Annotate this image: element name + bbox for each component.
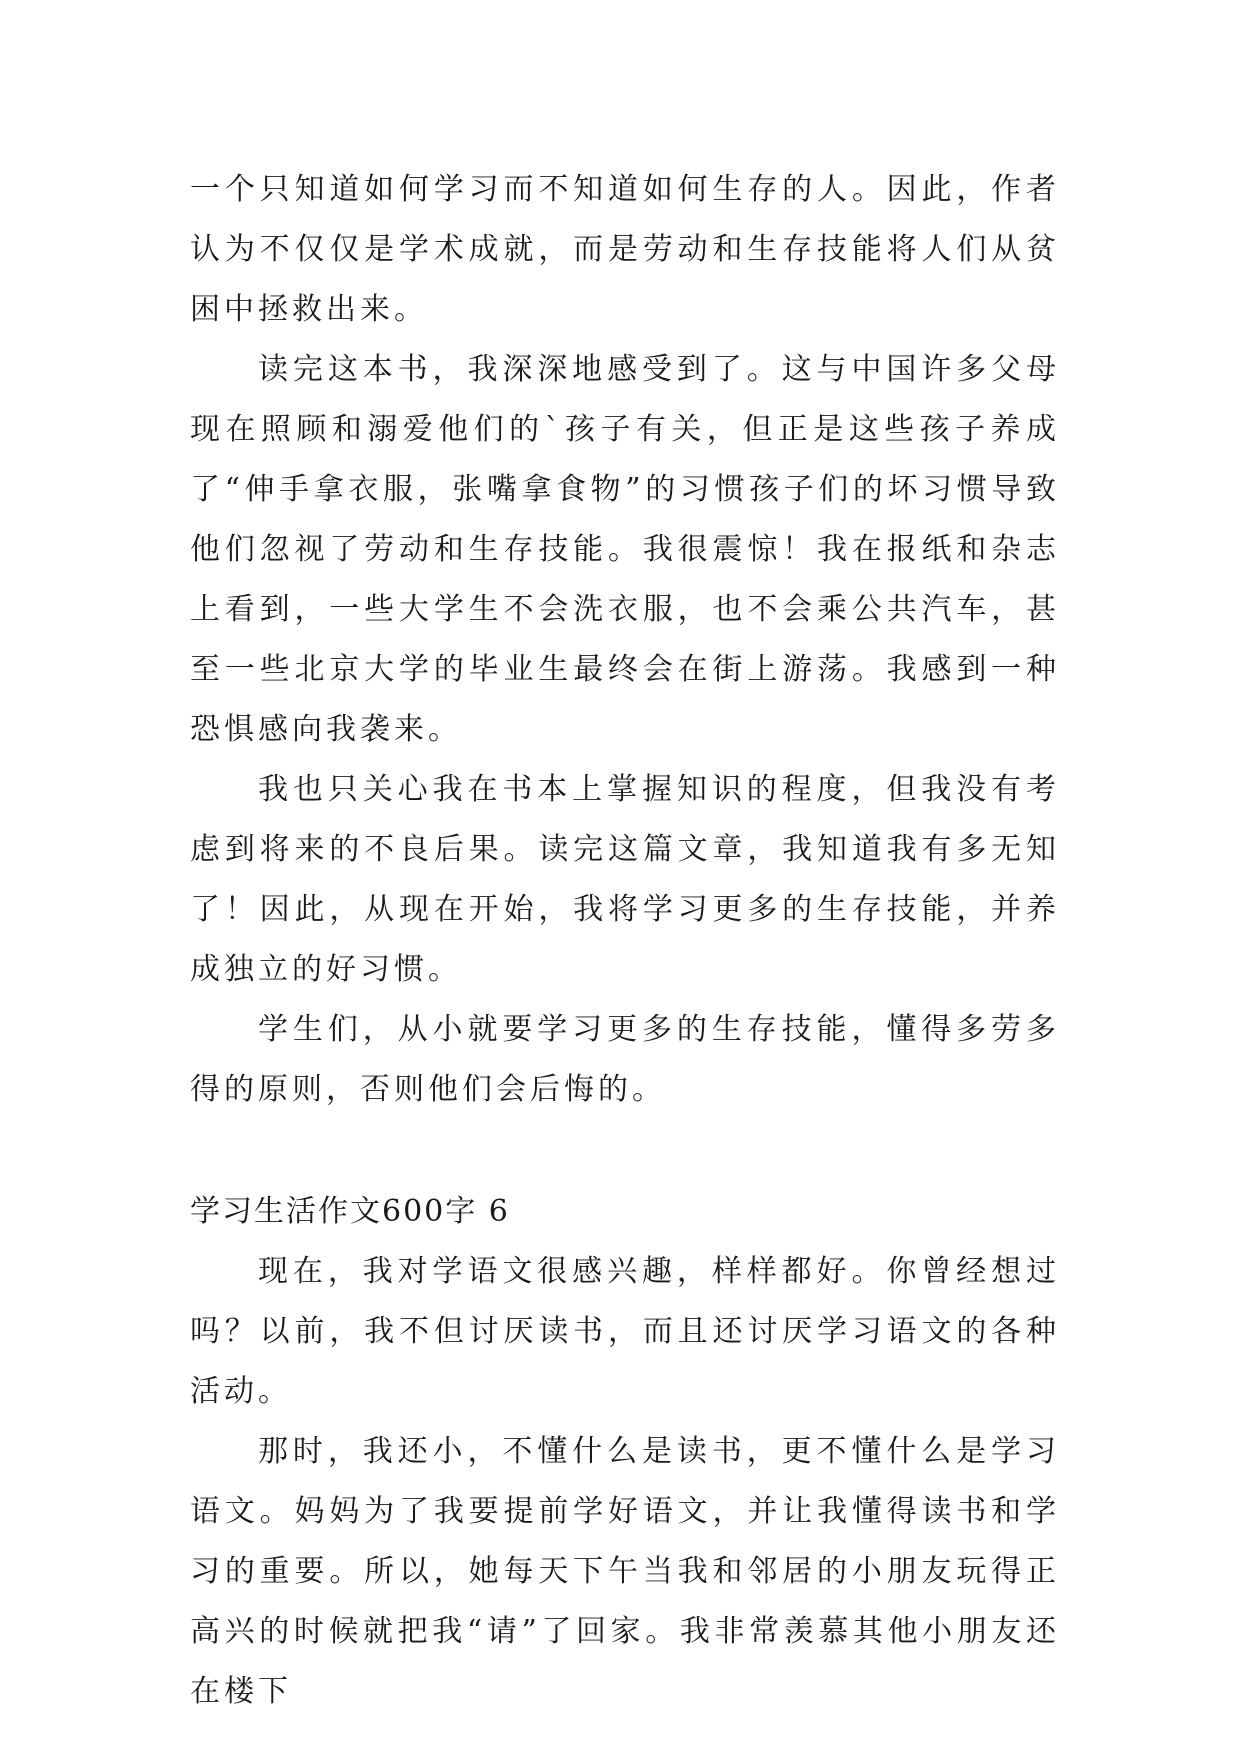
paragraph-1: 一个只知道如何学习而不知道如何生存的人。因此，作者认为不仅仅是学术成就，而是劳动和生存技能将人们从贫困中拯救出来。 <box>190 172 1060 327</box>
paragraph-3: 我也只关心我在书本上掌握知识的程度，但我没有考虑到将来的不良后果。读完这篇文章，我知道我有多无知了！因此，从现在开始，我将学习更多的生存技能，并养成独立的好习惯。 <box>190 772 1060 987</box>
paragraph-6: 那时，我还小，不懂什么是读书，更不懂什么是学习语文。妈妈为了我要提前学好语文，并让我懂得读书和学习的重要。所以，她每天下午当我和邻居的小朋友玩得正高兴的时候就把我“请”了回家。我非常羡慕其他小朋友还在楼下 <box>190 1434 1060 1709</box>
paragraph-2: 读完这本书，我深深地感受到了。这与中国许多父母现在照顾和溺爱他们的`孩子有关，但正是这些孩子养成了“伸手拿衣服，张嘴拿食物”的习惯孩子们的坏习惯导致他们忽视了劳动和生存技能。我很震惊！我在报纸和杂志上看到，一些大学生不会洗衣服，也不会乘公共汽车，甚至一些北京大学的毕业生最终会在街上游荡。我感到一种恐惧感向我袭来。 <box>190 352 1060 747</box>
section-heading: 学习生活作文600字 6 <box>190 1194 510 1229</box>
paragraph-5: 现在，我对学语文很感兴趣，样样都好。你曾经想过吗？以前，我不但讨厌读书，而且还讨厌学习语文的各种活动。 <box>190 1254 1060 1409</box>
paragraph-4: 学生们，从小就要学习更多的生存技能，懂得多劳多得的原则，否则他们会后悔的。 <box>190 1012 1060 1107</box>
document-body <box>190 160 1060 1722</box>
section-gap <box>190 1120 1060 1182</box>
